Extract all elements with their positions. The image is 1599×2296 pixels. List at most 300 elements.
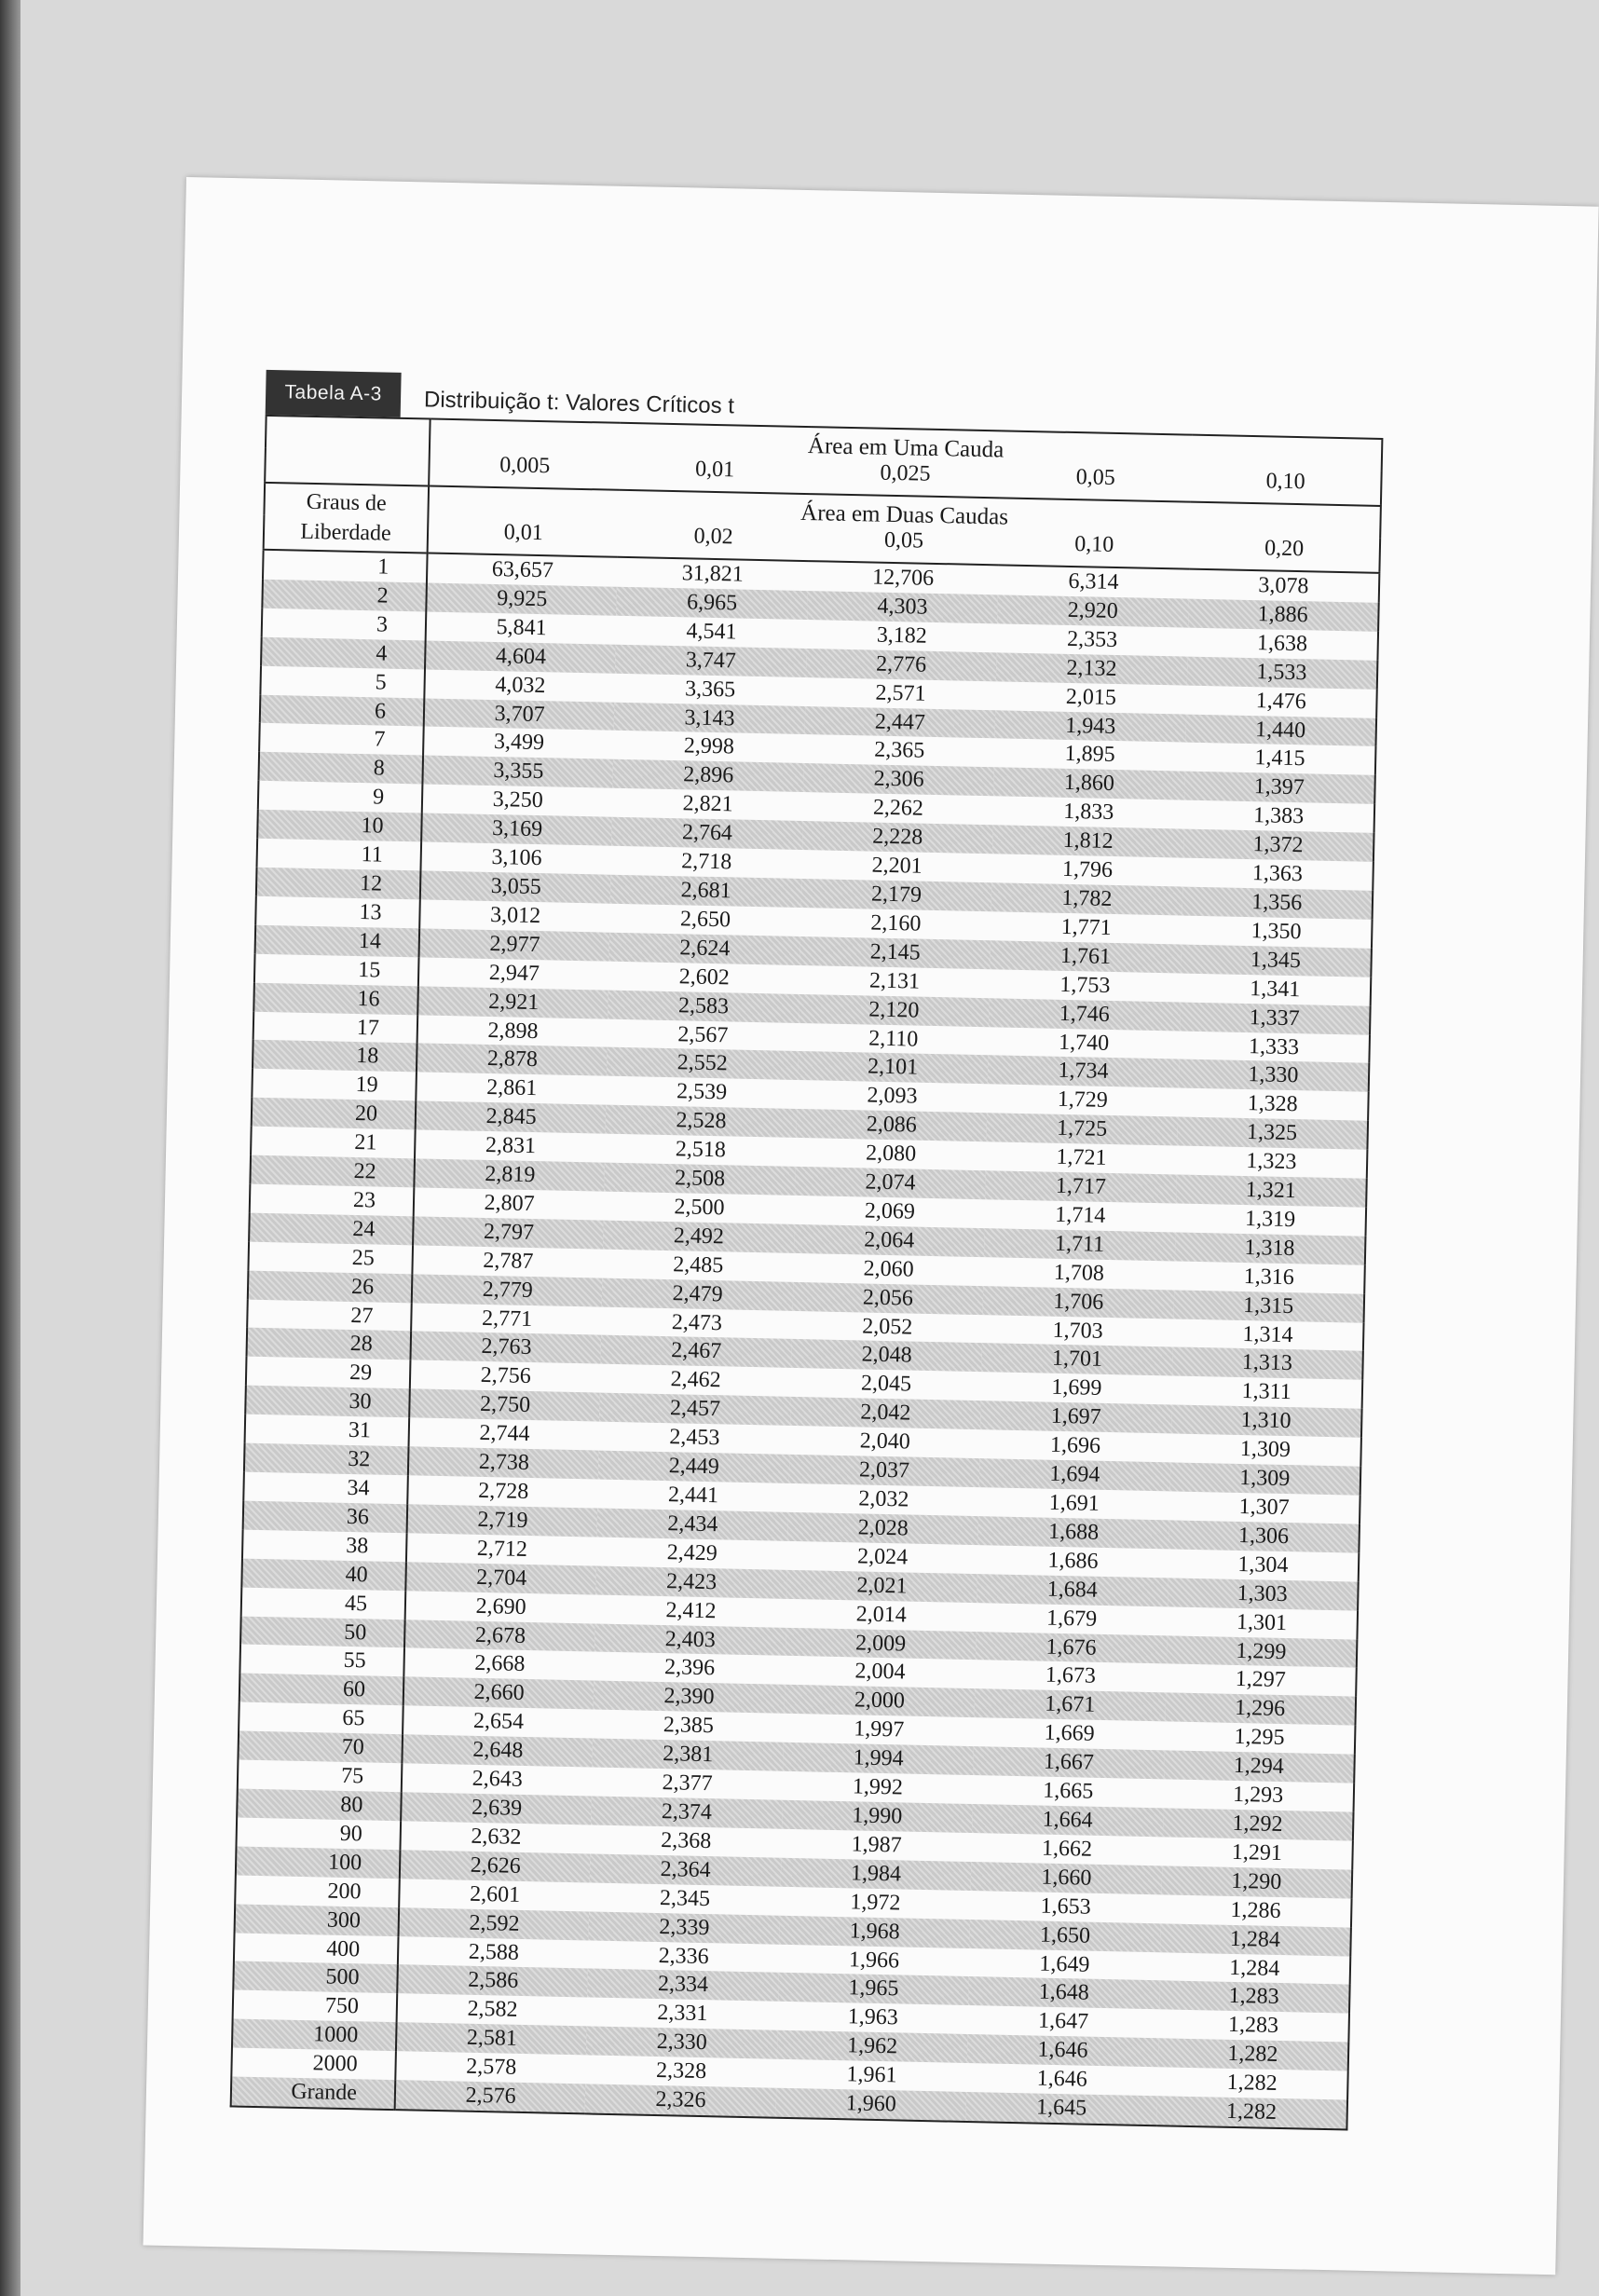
critical-value-cell: 2,132 bbox=[996, 652, 1187, 685]
df-cell: 80 bbox=[237, 1788, 402, 1821]
critical-value-cell: 2,032 bbox=[858, 1486, 909, 1512]
critical-value-cell: 1,753 bbox=[1059, 972, 1111, 998]
critical-value-cell: 1,318 bbox=[1174, 1232, 1365, 1264]
critical-value-cell: 1,282 bbox=[1157, 2038, 1348, 2070]
critical-value-cell: 1,310 bbox=[1171, 1405, 1362, 1438]
critical-value-cell: 1,688 bbox=[978, 1516, 1169, 1549]
critical-value-cell: 3,078 bbox=[1188, 569, 1379, 603]
critical-value-cell: 1,717 bbox=[985, 1170, 1176, 1203]
critical-value-cell: 2,201 bbox=[871, 853, 922, 879]
critical-value-cell: 1,440 bbox=[1185, 714, 1376, 746]
two-tail-alpha: 0,05 bbox=[883, 527, 924, 554]
df-cell: 15 bbox=[254, 953, 419, 986]
critical-value-cell: 2,306 bbox=[803, 763, 994, 796]
critical-value-cell: 1,337 bbox=[1180, 1002, 1371, 1034]
critical-value-cell: 2,744 bbox=[479, 1421, 530, 1447]
critical-value-cell: 1,664 bbox=[972, 1804, 1163, 1837]
critical-value-cell: 2,080 bbox=[865, 1141, 917, 1167]
critical-value-cell: 5,841 bbox=[496, 614, 547, 641]
df-cell: 55 bbox=[239, 1645, 404, 1677]
critical-value-cell: 2,712 bbox=[476, 1536, 528, 1562]
df-cell: 20 bbox=[252, 1098, 417, 1130]
critical-value-cell: 1,650 bbox=[970, 1920, 1161, 1952]
critical-value-cell: 1,372 bbox=[1182, 829, 1374, 862]
df-cell: 26 bbox=[248, 1270, 413, 1303]
critical-value-cell: 2,228 bbox=[802, 821, 993, 854]
critical-value-cell: 1,782 bbox=[991, 882, 1182, 915]
critical-value-cell: 1,333 bbox=[1248, 1033, 1300, 1059]
critical-value-cell: 2,048 bbox=[791, 1339, 982, 1372]
critical-value-cell: 2,479 bbox=[602, 1278, 793, 1310]
critical-value-cell: 3,106 bbox=[491, 845, 542, 871]
critical-value-cell: 1,306 bbox=[1168, 1520, 1360, 1552]
critical-value-cell: 1,328 bbox=[1247, 1091, 1298, 1117]
critical-value-cell: 1,647 bbox=[1037, 2008, 1089, 2035]
critical-value-cell: 1,284 bbox=[1229, 1955, 1280, 1981]
df-cell: 70 bbox=[238, 1731, 403, 1764]
critical-value-cell: 1,282 bbox=[1156, 2096, 1347, 2129]
critical-value-cell: 2,396 bbox=[663, 1655, 716, 1681]
critical-value-cell: 2,582 bbox=[467, 1997, 518, 2023]
two-tail-alpha: 0,20 bbox=[1264, 536, 1305, 562]
critical-value-cell: 2,412 bbox=[665, 1597, 717, 1623]
one-tail-label: Área em Uma Cauda bbox=[430, 419, 1383, 472]
df-cell: 14 bbox=[255, 925, 420, 958]
scanned-page bbox=[144, 177, 1599, 2275]
critical-value-cell: 2,339 bbox=[589, 1911, 780, 1944]
critical-value-cell: 2,878 bbox=[417, 1044, 608, 1076]
critical-value-cell: 2,624 bbox=[609, 932, 800, 964]
critical-value-cell: 1,283 bbox=[1227, 2013, 1279, 2039]
df-label-line1: Graus de bbox=[306, 489, 387, 516]
critical-value-cell: 3,355 bbox=[422, 756, 613, 788]
critical-value-cell: 2,678 bbox=[404, 1620, 595, 1652]
critical-value-cell: 2,000 bbox=[784, 1685, 975, 1717]
critical-value-cell: 9,925 bbox=[426, 582, 617, 615]
critical-value-cell: 2,004 bbox=[854, 1659, 906, 1685]
two-tail-alpha: 0,10 bbox=[1074, 532, 1114, 557]
critical-value-cell: 1,286 bbox=[1230, 1897, 1281, 1923]
critical-value-cell: 2,718 bbox=[681, 849, 732, 875]
critical-value-cell: 2,588 bbox=[468, 1939, 520, 1965]
critical-value-cell: 2,028 bbox=[787, 1512, 978, 1545]
critical-value-cell: 2,947 bbox=[488, 960, 540, 986]
critical-value-cell: 2,764 bbox=[611, 817, 802, 850]
critical-value-cell: 2,093 bbox=[867, 1083, 918, 1109]
critical-value-cell: 2,069 bbox=[864, 1198, 916, 1224]
critical-value-cell: 2,601 bbox=[469, 1881, 521, 1907]
critical-value-cell: 1,307 bbox=[1238, 1494, 1290, 1521]
critical-value-cell: 1,311 bbox=[1241, 1379, 1292, 1405]
df-cell: 3 bbox=[262, 608, 427, 641]
critical-value-cell: 2,690 bbox=[475, 1593, 526, 1620]
critical-value-cell: 1,294 bbox=[1164, 1751, 1355, 1784]
critical-value-cell: 2,390 bbox=[594, 1681, 785, 1714]
df-cell: 25 bbox=[248, 1241, 413, 1274]
critical-value-cell: 1,282 bbox=[1226, 2070, 1278, 2097]
critical-value-cell: 2,060 bbox=[863, 1256, 914, 1282]
critical-value-cell: 1,761 bbox=[991, 940, 1182, 973]
critical-value-cell: 1,323 bbox=[1246, 1149, 1297, 1175]
critical-value-cell: 2,423 bbox=[596, 1565, 787, 1598]
critical-value-cell: 2,831 bbox=[485, 1133, 537, 1159]
critical-value-cell: 1,943 bbox=[995, 710, 1186, 743]
critical-value-cell: 1,345 bbox=[1181, 944, 1372, 977]
critical-value-cell: 1,673 bbox=[1045, 1663, 1097, 1689]
critical-value-cell: 1,725 bbox=[987, 1113, 1178, 1145]
df-cell: 6 bbox=[260, 694, 425, 727]
critical-value-cell: 1,303 bbox=[1168, 1578, 1359, 1610]
critical-value-cell: 2,738 bbox=[408, 1446, 599, 1479]
critical-value-cell: 2,719 bbox=[407, 1504, 598, 1537]
critical-value-cell: 1,313 bbox=[1172, 1347, 1363, 1380]
critical-value-cell: 1,665 bbox=[1043, 1778, 1094, 1804]
critical-value-cell: 1,686 bbox=[1047, 1548, 1099, 1574]
critical-value-cell: 1,694 bbox=[979, 1458, 1170, 1491]
df-cell: 45 bbox=[241, 1587, 406, 1620]
critical-value-cell: 2,998 bbox=[683, 733, 735, 759]
critical-value-cell: 1,771 bbox=[1060, 914, 1112, 940]
df-cell: 90 bbox=[236, 1817, 401, 1850]
critical-value-cell: 3,747 bbox=[615, 644, 806, 676]
critical-value-cell: 1,987 bbox=[851, 1832, 902, 1858]
critical-value-cell: 1,649 bbox=[1039, 1951, 1090, 1977]
header-blank-cell bbox=[265, 448, 430, 486]
critical-value-cell: 1,997 bbox=[853, 1716, 905, 1742]
df-cell: 38 bbox=[242, 1529, 407, 1562]
critical-value-cell: 1,833 bbox=[1063, 800, 1114, 826]
critical-value-cell: 2,639 bbox=[401, 1792, 592, 1824]
critical-value-cell: 1,296 bbox=[1165, 1693, 1356, 1726]
critical-value-cell: 1,476 bbox=[1255, 688, 1307, 714]
critical-value-cell: 63,657 bbox=[427, 554, 618, 587]
critical-value-cell: 2,334 bbox=[588, 1969, 779, 2002]
df-cell: 10 bbox=[257, 810, 422, 842]
critical-value-cell: 1,645 bbox=[966, 2092, 1157, 2125]
critical-value-cell: 2,040 bbox=[859, 1428, 910, 1455]
critical-value-cell: 1,309 bbox=[1169, 1463, 1360, 1496]
critical-value-cell: 2,592 bbox=[399, 1907, 590, 1940]
critical-value-cell: 2,453 bbox=[669, 1425, 720, 1451]
df-cell: 500 bbox=[233, 1961, 398, 1994]
df-cell: 300 bbox=[235, 1904, 400, 1936]
critical-value-cell: 2,861 bbox=[486, 1075, 538, 1101]
critical-value-cell: 1,671 bbox=[975, 1688, 1166, 1721]
critical-value-cell: 1,291 bbox=[1231, 1839, 1283, 1866]
critical-value-cell: 4,303 bbox=[807, 591, 998, 623]
critical-value-cell: 1,965 bbox=[778, 1973, 969, 2005]
critical-value-cell: 1,319 bbox=[1244, 1206, 1296, 1233]
df-cell: 19 bbox=[252, 1069, 417, 1101]
critical-value-cell: 2,462 bbox=[670, 1367, 721, 1393]
critical-value-cell: 2,648 bbox=[402, 1734, 593, 1767]
critical-value-cell: 1,315 bbox=[1173, 1290, 1364, 1322]
one-tail-alpha: 0,05 bbox=[1075, 465, 1116, 490]
critical-value-cell: 1,290 bbox=[1161, 1866, 1352, 1898]
critical-value-cell: 2,262 bbox=[872, 795, 924, 821]
critical-value-cell: 1,960 bbox=[775, 2088, 966, 2122]
critical-value-cell: 2,364 bbox=[590, 1853, 781, 1886]
df-cell: 8 bbox=[258, 752, 423, 785]
critical-value-cell: 1,691 bbox=[1048, 1490, 1100, 1516]
df-cell: 22 bbox=[250, 1155, 415, 1188]
df-label-line2: Liberdade bbox=[300, 519, 391, 546]
critical-value-cell: 1,297 bbox=[1235, 1667, 1287, 1693]
critical-value-cell: 2,756 bbox=[480, 1363, 532, 1389]
critical-value-cell: 1,383 bbox=[1252, 803, 1305, 829]
df-cell: 200 bbox=[235, 1875, 400, 1907]
scanner-edge-shadow bbox=[0, 0, 20, 2296]
df-cell: 12 bbox=[256, 868, 421, 900]
critical-value-cell: 2,434 bbox=[597, 1508, 788, 1540]
df-cell: 23 bbox=[250, 1184, 415, 1217]
critical-value-cell: 4,541 bbox=[686, 619, 737, 645]
critical-value-cell: 2,328 bbox=[655, 2058, 707, 2084]
critical-value-cell: 1,860 bbox=[993, 768, 1184, 800]
critical-value-cell: 2,015 bbox=[1065, 684, 1117, 710]
critical-value-cell: 2,052 bbox=[862, 1314, 913, 1340]
critical-value-cell: 1,984 bbox=[781, 1858, 972, 1891]
critical-value-cell: 2,750 bbox=[409, 1389, 600, 1422]
df-cell: 2000 bbox=[231, 2048, 396, 2081]
critical-value-cell: 2,101 bbox=[798, 1051, 989, 1084]
critical-value-cell: 2,845 bbox=[416, 1101, 607, 1134]
critical-value-cell: 2,787 bbox=[483, 1248, 534, 1274]
critical-value-cell: 1,966 bbox=[848, 1947, 900, 1973]
one-tail-alpha: 0,005 bbox=[499, 453, 551, 479]
critical-value-cell: 1,316 bbox=[1243, 1264, 1295, 1290]
df-cell: 34 bbox=[243, 1472, 408, 1505]
critical-value-cell: 2,583 bbox=[608, 990, 800, 1022]
critical-value-cell: 1,648 bbox=[968, 1976, 1159, 2009]
df-column-header bbox=[264, 483, 429, 554]
critical-value-cell: 2,385 bbox=[663, 1713, 715, 1739]
critical-value-cell: 4,604 bbox=[425, 640, 616, 673]
two-tail-label: Área em Duas Caudas bbox=[428, 486, 1381, 539]
critical-value-cell: 1,679 bbox=[1046, 1606, 1098, 1632]
two-tail-alpha: 0,01 bbox=[503, 520, 544, 546]
critical-value-cell: 1,363 bbox=[1251, 861, 1304, 887]
critical-value-cell: 1,696 bbox=[1049, 1432, 1101, 1459]
critical-value-cell: 2,567 bbox=[677, 1021, 729, 1047]
critical-value-cell: 1,812 bbox=[992, 825, 1183, 857]
critical-value-cell: 31,821 bbox=[617, 557, 808, 591]
critical-value-cell: 2,492 bbox=[603, 1220, 794, 1252]
critical-value-cell: 1,533 bbox=[1186, 656, 1377, 689]
critical-value-cell: 1,415 bbox=[1254, 745, 1305, 772]
critical-value-cell: 1,662 bbox=[1041, 1836, 1093, 1862]
df-cell: 400 bbox=[234, 1933, 399, 1965]
critical-value-cell: 2,650 bbox=[679, 907, 731, 933]
critical-value-cell: 1,667 bbox=[973, 1746, 1164, 1779]
df-cell: 65 bbox=[239, 1702, 403, 1735]
critical-value-cell: 2,728 bbox=[477, 1478, 529, 1504]
critical-value-cell: 1,325 bbox=[1177, 1117, 1368, 1150]
critical-value-cell: 1,963 bbox=[847, 2004, 899, 2030]
df-cell: 75 bbox=[238, 1760, 403, 1793]
critical-value-cell: 2,467 bbox=[601, 1335, 792, 1368]
critical-value-cell: 2,632 bbox=[471, 1824, 522, 1850]
critical-values-table bbox=[230, 415, 1384, 2131]
critical-value-cell: 2,920 bbox=[997, 594, 1188, 627]
critical-value-cell: 2,345 bbox=[659, 1885, 711, 1911]
critical-value-cell: 3,707 bbox=[424, 698, 615, 731]
critical-value-cell: 1,721 bbox=[1056, 1144, 1107, 1171]
critical-value-cell: 1,990 bbox=[782, 1800, 973, 1833]
critical-value-cell: 2,045 bbox=[860, 1371, 912, 1397]
critical-value-cell: 1,962 bbox=[777, 2030, 968, 2063]
critical-value-cell: 2,381 bbox=[593, 1739, 784, 1771]
one-tail-alpha: 0,10 bbox=[1265, 469, 1305, 495]
critical-value-cell: 2,042 bbox=[790, 1397, 981, 1429]
critical-value-cell: 1,886 bbox=[1188, 599, 1379, 632]
critical-value-cell: 1,714 bbox=[1054, 1202, 1106, 1228]
critical-value-cell: 2,037 bbox=[789, 1455, 980, 1487]
critical-value-cell: 2,779 bbox=[412, 1274, 603, 1306]
critical-value-cell: 3,169 bbox=[421, 813, 612, 846]
df-cell: 1000 bbox=[232, 2019, 397, 2052]
df-cell: 18 bbox=[253, 1040, 417, 1073]
df-cell: 7 bbox=[259, 723, 424, 756]
critical-value-cell: 1,293 bbox=[1232, 1782, 1284, 1809]
critical-value-cell: 2,643 bbox=[472, 1766, 524, 1792]
critical-value-cell: 1,309 bbox=[1239, 1437, 1292, 1463]
critical-value-cell: 2,449 bbox=[598, 1451, 789, 1483]
critical-value-cell: 1,646 bbox=[967, 2034, 1158, 2067]
critical-value-cell: 12,706 bbox=[808, 561, 999, 594]
critical-value-cell: 1,301 bbox=[1236, 1609, 1288, 1635]
df-cell: 32 bbox=[244, 1443, 409, 1476]
critical-value-cell: 2,457 bbox=[600, 1393, 791, 1426]
critical-value-cell: 3,012 bbox=[489, 902, 541, 929]
critical-value-cell: 2,500 bbox=[674, 1195, 725, 1221]
critical-value-cell: 1,701 bbox=[981, 1344, 1172, 1376]
df-cell: 5 bbox=[260, 665, 425, 698]
df-cell: 11 bbox=[257, 839, 422, 871]
df-cell: 17 bbox=[253, 1011, 418, 1044]
df-cell: 29 bbox=[246, 1357, 411, 1389]
critical-value-cell: 3,365 bbox=[684, 676, 736, 703]
df-cell: 31 bbox=[245, 1414, 410, 1447]
df-cell: 36 bbox=[243, 1501, 408, 1534]
critical-value-cell: 1,638 bbox=[1256, 630, 1308, 657]
table-title: Distribuição t: Valores Críticos t bbox=[423, 387, 735, 419]
critical-value-cell: 2,602 bbox=[678, 964, 730, 991]
critical-value-cell: 2,331 bbox=[657, 2001, 708, 2027]
critical-value-cell: 1,734 bbox=[988, 1056, 1179, 1088]
critical-value-cell: 1,341 bbox=[1250, 976, 1301, 1002]
critical-value-cell: 3,250 bbox=[492, 787, 544, 813]
critical-value-cell: 1,699 bbox=[1051, 1375, 1102, 1401]
critical-value-cell: 2,429 bbox=[666, 1539, 718, 1566]
critical-value-cell: 1,660 bbox=[971, 1862, 1162, 1894]
critical-value-cell: 2,110 bbox=[868, 1026, 919, 1052]
critical-value-cell: 1,283 bbox=[1159, 1981, 1350, 2014]
critical-value-cell: 1,706 bbox=[983, 1286, 1174, 1319]
critical-value-cell: 1,972 bbox=[850, 1890, 901, 1916]
critical-value-cell: 1,697 bbox=[980, 1401, 1171, 1433]
critical-value-cell: 2,086 bbox=[796, 1109, 987, 1141]
two-tail-alpha: 0,02 bbox=[693, 524, 733, 550]
critical-value-cell: 2,654 bbox=[472, 1709, 525, 1735]
critical-value-cell: 2,539 bbox=[676, 1079, 728, 1105]
t-distribution-table-block bbox=[230, 370, 1385, 2131]
critical-value-cell: 1,299 bbox=[1166, 1635, 1357, 1668]
critical-value-cell: 2,374 bbox=[591, 1796, 782, 1828]
critical-value-cell: 2,365 bbox=[873, 738, 925, 764]
df-cell: 30 bbox=[245, 1386, 410, 1418]
critical-value-cell: 2,586 bbox=[397, 1965, 588, 1998]
critical-value-cell: 1,961 bbox=[846, 2062, 897, 2088]
critical-value-cell: 1,653 bbox=[1040, 1893, 1091, 1920]
critical-value-cell: 2,131 bbox=[868, 968, 921, 994]
df-cell: 100 bbox=[236, 1846, 401, 1879]
critical-value-cell: 2,681 bbox=[610, 875, 801, 908]
critical-value-cell: 2,898 bbox=[487, 1018, 539, 1044]
critical-value-cell: 1,711 bbox=[984, 1228, 1175, 1261]
critical-value-cell: 1,708 bbox=[1053, 1260, 1105, 1286]
df-cell: 9 bbox=[258, 781, 423, 813]
critical-value-cell: 2,552 bbox=[607, 1047, 798, 1080]
df-cell: 60 bbox=[239, 1674, 404, 1706]
critical-value-cell: 3,055 bbox=[420, 870, 611, 903]
critical-value-cell: 1,321 bbox=[1176, 1175, 1367, 1208]
critical-value-cell: 2,571 bbox=[875, 680, 926, 706]
critical-value-cell: 1,356 bbox=[1182, 887, 1373, 920]
critical-value-cell: 1,992 bbox=[852, 1774, 904, 1800]
critical-value-cell: 2,014 bbox=[855, 1602, 908, 1628]
critical-value-cell: 2,120 bbox=[799, 994, 990, 1027]
critical-value-cell: 2,977 bbox=[419, 928, 610, 961]
critical-value-cell: 2,074 bbox=[795, 1167, 986, 1199]
critical-value-cell: 2,896 bbox=[613, 759, 804, 792]
critical-value-cell: 6,965 bbox=[617, 587, 808, 620]
one-tail-alpha: 0,01 bbox=[694, 457, 735, 483]
critical-value-cell: 2,368 bbox=[661, 1827, 712, 1854]
header-blank-cell bbox=[266, 416, 430, 452]
critical-value-cell: 2,576 bbox=[395, 2080, 586, 2113]
critical-value-cell: 2,807 bbox=[484, 1190, 535, 1217]
critical-value-cell: 2,660 bbox=[403, 1677, 594, 1710]
critical-value-cell: 1,669 bbox=[1044, 1720, 1095, 1747]
critical-value-cell: 2,763 bbox=[410, 1332, 601, 1364]
critical-value-cell: 2,626 bbox=[400, 1850, 591, 1882]
critical-value-cell: 1,994 bbox=[783, 1742, 974, 1775]
critical-value-cell: 1,796 bbox=[1061, 856, 1114, 883]
critical-value-cell: 1,703 bbox=[1052, 1318, 1103, 1344]
df-cell: Grande bbox=[231, 2076, 396, 2110]
critical-value-cell: 1,350 bbox=[1250, 918, 1302, 945]
one-tail-alpha: 0,025 bbox=[880, 460, 931, 486]
table-tag: Tabela A-3 bbox=[266, 370, 402, 417]
critical-value-cell: 1,295 bbox=[1234, 1725, 1285, 1751]
critical-value-cell: 2,771 bbox=[481, 1305, 533, 1332]
critical-value-cell: 2,528 bbox=[606, 1105, 797, 1138]
critical-value-cell: 2,064 bbox=[794, 1224, 985, 1257]
critical-value-cell: 2,336 bbox=[658, 1943, 709, 1969]
critical-value-cell: 2,021 bbox=[786, 1570, 977, 1603]
critical-value-cell: 2,160 bbox=[870, 910, 922, 936]
critical-value-cell: 2,326 bbox=[585, 2084, 776, 2117]
df-cell: 28 bbox=[247, 1328, 412, 1360]
df-cell: 24 bbox=[249, 1213, 414, 1246]
critical-value-cell: 2,024 bbox=[856, 1544, 909, 1570]
df-cell: 16 bbox=[253, 982, 418, 1015]
critical-value-cell: 2,009 bbox=[786, 1627, 977, 1660]
df-cell: 1 bbox=[263, 550, 428, 583]
critical-value-cell: 4,032 bbox=[495, 672, 546, 698]
critical-value-cell: 1,968 bbox=[779, 1915, 970, 1948]
